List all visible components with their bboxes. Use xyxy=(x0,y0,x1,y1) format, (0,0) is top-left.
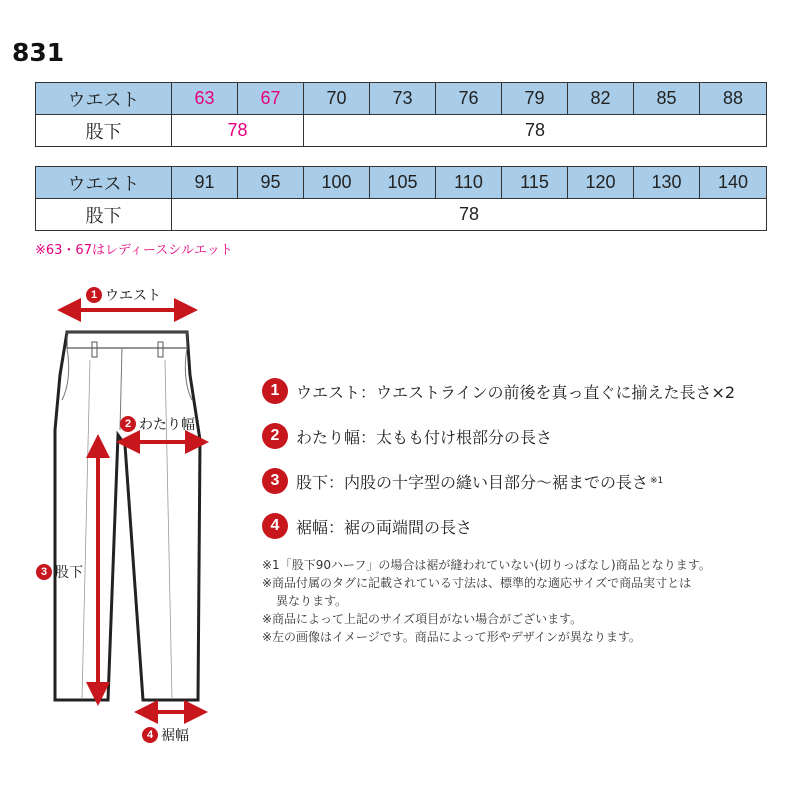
measurement-legend xyxy=(262,376,735,556)
waist-cell: 76 xyxy=(436,83,502,115)
pants-diagram xyxy=(0,280,240,750)
number-badge: 2 xyxy=(120,416,136,432)
legend-text: 股下：内股の十字型の縫い目部分〜裾までの長さ xyxy=(296,472,649,492)
size-table-2 xyxy=(35,166,767,231)
waist-cell: 91 xyxy=(172,167,238,199)
pants-outline xyxy=(55,332,200,700)
legend-item xyxy=(262,466,735,496)
inseam-label: 股下 xyxy=(36,199,172,231)
waist-cell: 79 xyxy=(502,83,568,115)
size-table-1 xyxy=(35,82,767,147)
number-badge: 1 xyxy=(86,287,102,303)
label-text: 裾幅 xyxy=(161,728,189,744)
footnote-mark: ※1 xyxy=(650,476,664,486)
notes xyxy=(262,556,711,646)
number-badge: 3 xyxy=(262,468,288,494)
pants-illustration xyxy=(0,280,240,750)
legend-item xyxy=(262,376,735,406)
diagram-label-inseam xyxy=(36,562,83,582)
inseam-mens-cell: 78 xyxy=(304,115,767,147)
label-text: わたり幅 xyxy=(139,417,195,433)
legend-text: ウエスト：ウエストラインの前後を真っ直ぐに揃えた長さ×2 xyxy=(296,382,736,402)
legend-item xyxy=(262,511,735,541)
legend-item xyxy=(262,421,735,451)
note-line: 異なります。 xyxy=(276,594,348,608)
inseam-cell: 78 xyxy=(172,199,767,231)
waist-cell: 115 xyxy=(502,167,568,199)
waist-cell: 140 xyxy=(700,167,767,199)
diagram-label-waist xyxy=(86,285,161,305)
waist-cell: 85 xyxy=(634,83,700,115)
number-badge: 1 xyxy=(262,378,288,404)
diagram-label-hem xyxy=(142,725,189,745)
waist-cell: 70 xyxy=(304,83,370,115)
waist-cell: 100 xyxy=(304,167,370,199)
number-badge: 3 xyxy=(36,564,52,580)
number-badge: 4 xyxy=(142,727,158,743)
waist-row xyxy=(36,167,767,199)
diagram-label-thigh xyxy=(120,414,195,434)
waist-cell: 130 xyxy=(634,167,700,199)
waist-cell: 110 xyxy=(436,167,502,199)
waist-label: ウエスト xyxy=(36,83,172,115)
legend-text: わたり幅：太もも付け根部分の長さ xyxy=(296,427,553,447)
waist-cell: 67 xyxy=(238,83,304,115)
waist-label: ウエスト xyxy=(36,167,172,199)
waist-cell: 120 xyxy=(568,167,634,199)
note-line: ※左の画像はイメージです。商品によって形やデザインが異なります。 xyxy=(262,630,641,644)
waist-cell: 88 xyxy=(700,83,767,115)
legend-text: 裾幅：裾の両端間の長さ xyxy=(296,517,473,537)
label-text: ウエスト xyxy=(105,288,161,304)
waist-cell: 82 xyxy=(568,83,634,115)
waist-cell: 73 xyxy=(370,83,436,115)
waist-row xyxy=(36,83,767,115)
number-badge: 4 xyxy=(262,513,288,539)
inseam-label: 股下 xyxy=(36,115,172,147)
waist-cell: 95 xyxy=(238,167,304,199)
label-text: 股下 xyxy=(55,565,83,581)
model-number: 831 xyxy=(12,38,65,67)
note-line: ※商品によって上記のサイズ項目がない場合がございます。 xyxy=(262,612,583,626)
inseam-ladies-cell: 78 xyxy=(172,115,304,147)
ladies-note: ※63・67はレディースシルエット xyxy=(35,243,233,258)
number-badge: 2 xyxy=(262,423,288,449)
waist-cell: 105 xyxy=(370,167,436,199)
inseam-row xyxy=(36,115,767,147)
note-line: ※1「股下90ハーフ」の場合は裾が縫われていない(切りっぱなし)商品となります。 xyxy=(262,558,711,572)
waist-cell: 63 xyxy=(172,83,238,115)
note-line: ※商品付属のタグに記載されている寸法は、標準的な適応サイズで商品実寸とは xyxy=(262,576,692,590)
inseam-row xyxy=(36,199,767,231)
